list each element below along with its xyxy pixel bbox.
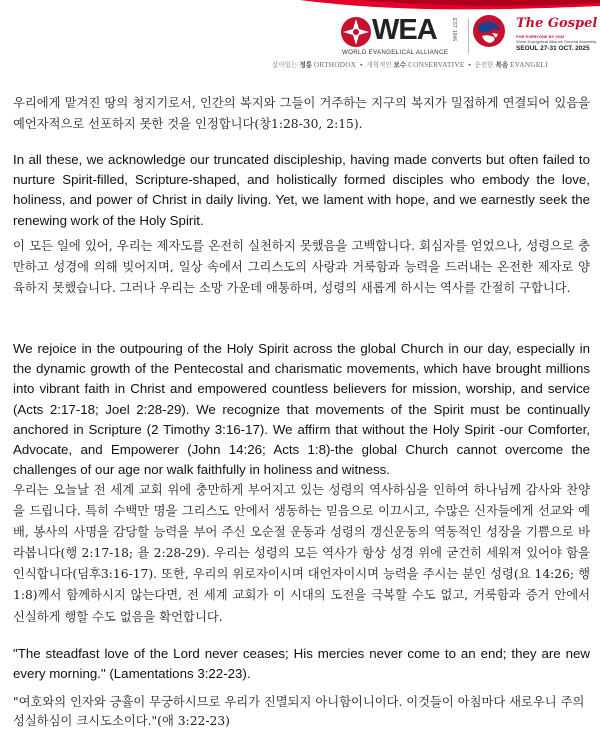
gospel-slogan: FOR EVERYONE BY 2033 [516,34,565,39]
wea-wordmark: WEA [372,14,437,46]
tagline-en-1: ORTHODOX [313,61,357,69]
tagline-en-3: EVANGELI [510,61,548,69]
globe-icon [472,14,506,48]
paragraph-ko-1: 우리에게 맡겨진 땅의 청지기로서, 인간의 복지와 그들이 거주하는 지구의 복지가 밀접하게 연결되어 있음을 예언자적으로 선포하지 못한 것을 인정합니다(창1:28-30, 2:15). [13,96,590,132]
tagline-bold-3: 복음 [495,62,509,69]
tagline-en-2: CONSERVATIVE [408,61,465,69]
tagline-ko-1: 살아있는 [272,62,298,69]
paragraph-ko-3: 우리는 오늘날 전 세계 교회 위에 충만하게 부어지고 있는 성령의 역사하심을 인하여 하나님께 감사와 찬양을 드립니다. 특히 수백만 명을 그리스도 안에서 생동하는 믿음으로 이끄시고, 수많은 신자들에게 선교와 예배, 봉사의 사명을 감당할 능력을 부어 주신 오순절 운동과 성령의 갱신운동의 역동적인 성장을 기쁨으로 바라봅니다(행 2:17-18; 욜 2:28-29). 우리는 성령의 모든 역사가 항상 성경 위에 굳건히 세워져 있어야 함을 인식합니다(딤후3:16-17). 또한, 우리의 위로자이시며 대언자이시며 능력을 주시는 분인 성령(요 14:26; 행 1:8)께서 함께하시지 않는다면, 전 세계 교회가 이 시대의 도전을 극복할 수도 없고, 거룩함과 증거 안에서 신실하게 행할 수도 없음을 확언합니다. [13,483,590,624]
tagline-ko-2: 개혁적인 [366,62,392,69]
gospel-assembly-name: World Evangelical Alliance General Assembly [516,39,597,44]
gospel-assembly-logo [472,14,600,62]
page-header [0,0,600,72]
paragraph-en-quote: "The steadfast love of the Lord never ceases; His mercies never come to an end; they are new every morning." (Lamentations 3:22-23). [13,646,590,682]
wea-subtitle: WORLD EVANGELICAL ALLIANCE [342,49,449,56]
header-swoosh-decoration [0,0,600,14]
gospel-title: The Gospel [516,16,598,31]
tagline-ko-3: 순전한 [474,62,494,69]
paragraph-ko-quote: "여호와의 인자와 긍휼이 무궁하시므로 우리가 진멸되지 아니함이니이다. 이것들이 아침마다 새로우니 주의 성실하심이 크시도소이다."(애 3:22-23) [13,695,585,728]
gospel-date: SEOUL 27-31 OCT. 2025 [516,45,590,52]
tagline-separator: • [468,62,471,69]
tagline-bold-2: 보수 [393,62,407,69]
wea-established: EST. 1846 [451,18,457,42]
header-tagline [272,59,548,69]
tagline-separator: • [360,62,363,69]
logo-divider [468,18,469,54]
wea-logo [340,16,466,56]
tagline-bold-1: 정통 [299,62,313,69]
paragraph-ko-2: 이 모든 일에 있어, 우리는 제자도를 온전히 실천하지 못했음을 고백합니다. 회심자를 얻었으나, 성령으로 충만하고 성경에 의해 빚어지며, 일상 속에서 그리스도의 사랑과 거룩함과 능력을 드러내는 온전한 제자로 양육하지 못했습니다. 그러나 우리는 소망 가운데 애통하며, 성령의 새롭게 하시는 역사를 간절히 구합니다. [13,239,590,296]
paragraph-en-1: In all these, we acknowledge our truncated discipleship, having made converts but often failed to nurture Spirit-filled, Scripture-shaped, and holistically formed disciples who embody the love, holiness, and power of Christ in daily living. Yet, we lament with hope, and we earnestly seek the renewing work of the Holy Spirit. [13,152,590,228]
wea-cross-emblem-icon [340,16,372,48]
paragraph-en-2: We rejoice in the outpouring of the Holy Spirit across the global Church in our day, especially in the dynamic growth of the Pentecostal and charismatic movements, which have brought millions into vibrant faith in Christ and empowered countless believers for mission, worship, and service (Acts 2:17-18; Joel 2:28-29). We recognize that movements of the Spirit must be continually anchored in Scripture (2 Timothy 3:16-17). We affirm that without the Holy Spirit -our Comforter, Advocate, and Empowerer (John 14:26; Acts 1:8)-the global Church cannot overcome the challenges of our age nor walk faithfully in holiness and witness. [13,341,590,478]
